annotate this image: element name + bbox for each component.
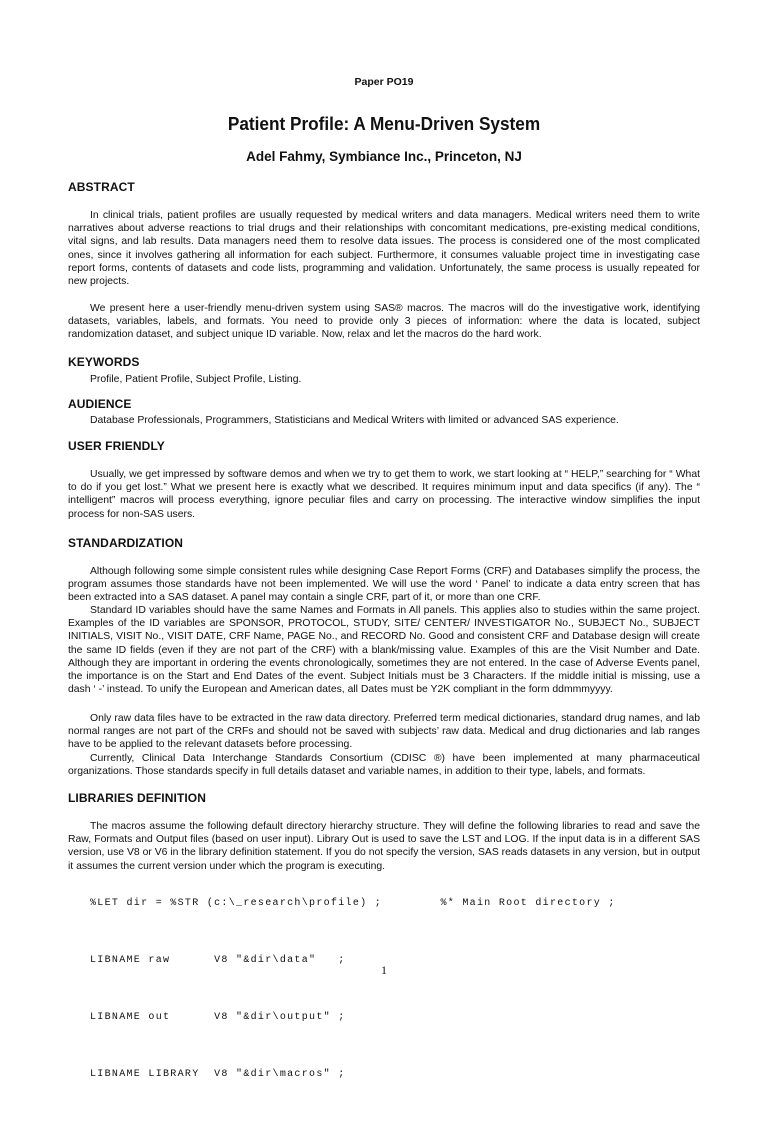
libraries-paragraph: The macros assume the following default directory hierarchy structure. They will define the following libraries to read and save the Raw, Formats and Output files (based on user input). Library Out is used to save the LST and LOG. If the input data is in a different SAS version, use V8 or V6 in the library definition statement. If you do not specify the version, SAS reads datasets in any version, but in output it assumes the current version under which the program is executing. [68,821,700,872]
code-line: LIBNAME LIBRARY V8 "&dir\macros" ; [90,1069,346,1080]
paper-title: Patient Profile: A Menu-Driven System [227,113,541,134]
code-line: LIBNAME out V8 "&dir\output" ; [90,1012,346,1023]
abstract-paragraph-2: We present here a user-friendly menu-driven system using SAS® macros. The macros will do the investigative work, identifying datasets, variables, labels, and formats. You need to provide only 3 pieces of information: where the data is located, subject randomization dataset, and subject unique ID variable. Now, relax and let the macros do the hard work. [68,303,700,341]
code-line: LIBNAME raw V8 "&dir\data" ; [90,955,346,966]
abstract-heading: ABSTRACT [68,180,135,194]
libraries-heading: LIBRARIES DEFINITION [68,791,207,805]
user-friendly-paragraph: Usually, we get impressed by software demos and when we try to get them to work, we start looking at “ HELP,” searching for “ What to do if you get lost.” What we present here is exactly what we described. It requires minimum input and data specifics (if any). The “ intelligent” macros will process everything, ignore peculiar files and carry on processing. The interactive window simplifies the input process for non-SAS users. [68,469,700,520]
standardization-heading: STANDARDIZATION [68,536,184,550]
user-friendly-heading: USER FRIENDLY [68,439,165,453]
abstract-paragraph-1: In clinical trials, patient profiles are usually requested by medical writers and data managers. Medical writers need them to write narratives about adverse reactions to trial drugs and their relationships with concomitant medications, pre-existing medical conditions, vital signs, and lab results. Data managers need them to resolve data issues. The process is considered one of the most complicated ones, since it involves gathering all information for each subject. Furthermore, it consumes valuable project time in investigating case report forms, contents of datasets and code lists, programming and validation. Unfortunately, the same process is usually repeated for new projects. [68,210,700,288]
paper-authors: Adel Fahmy, Symbiance Inc., Princeton, NJ [246,149,522,164]
paper-id: Paper PO19 [354,76,414,88]
standardization-paragraph-2: Standard ID variables should have the same Names and Formats in All panels. This applies also to studies within the same project. Examples of the ID variables are SPONSOR, PROTOCOL, STUDY, SITE/ CENTER/ INVESTIGATOR No., SUBJECT No., SUBJECT INITIALS, VISIT No., VISIT DATE, CRF Name, PAGE No., and RECORD No. Good and consistent CRF and Database design will create the same ID fields (even if they are not part of the CRF) with a blank/missing value. Examples of this are the Visit Number and Date. Although they are important in ordering the events chronologically, sometimes they are not entered. In the case of Adverse Events panel, the importance is on the Start and End Dates of the event. Subject Initials must be 3 Characters. If the middle initial is missing, use a dash ‘ -’ instead. To unify the European and American dates, all Dates must be Y2K compliant in the form ddmmmyyyy. [68,605,700,696]
code-line: %LET dir = %STR (c:\_research\profile) ; %* Main Root directory ; [90,898,616,909]
audience-heading: AUDIENCE [68,397,132,411]
audience-text: Database Professionals, Programmers, Statisticians and Medical Writers with limited or advanced SAS experience. [90,415,619,426]
standardization-paragraph-1: Although following some simple consistent rules while designing Case Report Forms (CRF) and Databases simplify the process, the program assumes those standards have not been implemented. We will use the word ‘ Panel’ to indicate a data entry screen that has been extracted into a SAS dataset. A panel may contain a single CRF, part of it, or more than one CRF. [68,566,700,604]
code-block [90,856,616,1122]
standardization-paragraph-4: Currently, Clinical Data Interchange Standards Consortium (CDISC ®) have been implemented at many pharmaceutical organizations. Those standards specify in full details dataset and variable names, in addition to their type, labels, and formats. [68,753,700,778]
page-number: 1 [381,963,387,977]
keywords-heading: KEYWORDS [68,355,140,369]
standardization-paragraph-3: Only raw data files have to be extracted in the raw data directory. Preferred term medical dictionaries, standard drug names, and lab normal ranges are not part of the CRFs and should not be saved with subjects’ raw data. Medical and drug dictionaries and lab ranges have to be applied to the relevant datasets before processing. [68,713,700,751]
keywords-text: Profile, Patient Profile, Subject Profile, Listing. [90,374,302,385]
